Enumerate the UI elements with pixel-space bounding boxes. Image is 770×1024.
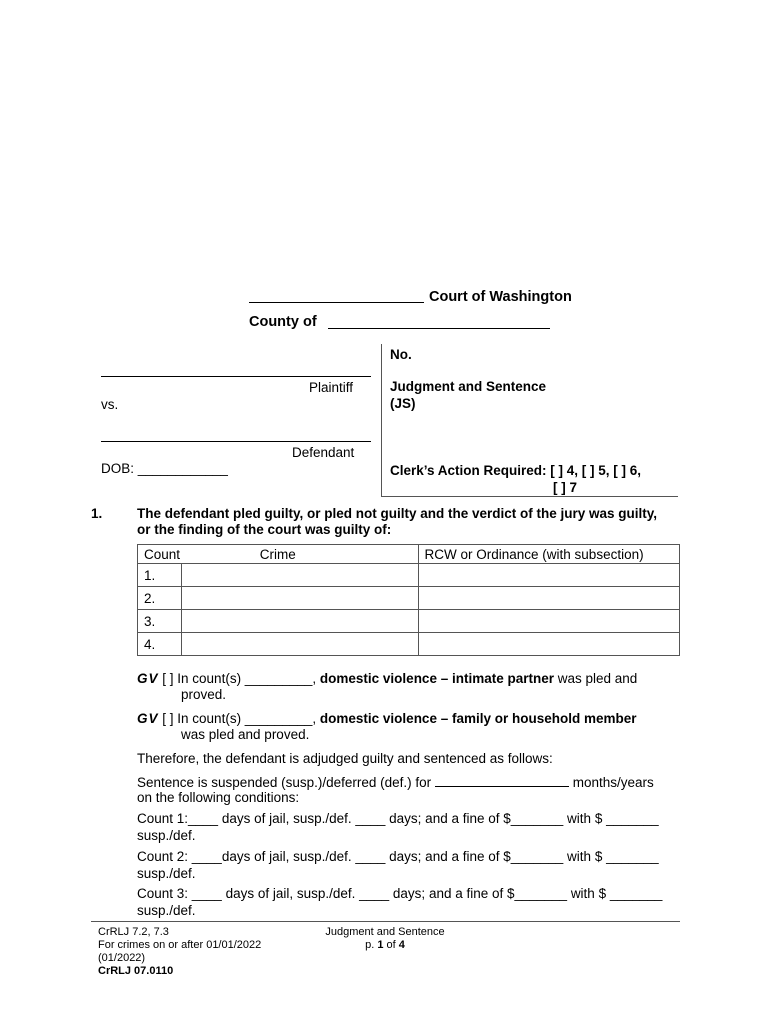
clerks-action-required[interactable]: Clerk’s Action Required: [ ] 4, [ ] 5, [ ] 6, — [390, 463, 642, 478]
counts-table — [137, 544, 680, 656]
footer-page-number — [325, 939, 445, 952]
sentence-suspended-line — [137, 773, 654, 790]
row-count: 1. — [138, 564, 182, 587]
document-title: Judgment and Sentence — [390, 379, 547, 394]
section-1-text-line2: or the finding of the court was guilty of: — [137, 522, 392, 537]
conditions-text: on the following conditions: — [137, 790, 300, 805]
count-2-sentence[interactable]: Count 2: ____days of jail, susp./def. ____ days; and a fine of $_______ with $ _______ — [137, 849, 659, 864]
footer-left — [98, 926, 261, 978]
header-crime: Crime — [259, 546, 296, 562]
footer-title: Judgment and Sentence — [325, 926, 445, 938]
clerks-action-item-7[interactable]: [ ] 7 — [553, 480, 578, 495]
document-title-abbrev: (JS) — [390, 396, 416, 411]
row-crime-cell[interactable] — [181, 564, 418, 587]
header-count: Count — [144, 546, 181, 562]
gv-family-household-line2: was pled and proved. — [181, 727, 310, 742]
page-current: 1 — [377, 939, 384, 951]
footer-form-number: CrRLJ 07.0110 — [98, 965, 174, 977]
count-1-sentence[interactable]: Count 1:____ days of jail, susp./def. ____ days; and a fine of $_______ with $ _______ — [137, 811, 659, 826]
gv-intimate-partner-line2: proved. — [181, 687, 227, 702]
row-rcw-cell[interactable] — [418, 610, 679, 633]
page-prefix: p. — [365, 939, 375, 951]
gv-mark: GV — [137, 671, 159, 686]
section-1-text-line1: The defendant pled guilty, or pled not guilty and the verdict of the jury was guilty, — [137, 506, 658, 521]
count-1-suspdef: susp./def. — [137, 828, 196, 843]
row-rcw-cell[interactable] — [418, 564, 679, 587]
plaintiff-name-line[interactable] — [101, 376, 371, 377]
gv-post-text: was pled and — [557, 671, 638, 686]
row-crime-cell[interactable] — [181, 587, 418, 610]
table-row — [138, 610, 680, 633]
table-row — [138, 633, 680, 656]
row-rcw-cell[interactable] — [418, 633, 679, 656]
table-row — [138, 587, 680, 610]
row-count: 4. — [138, 633, 182, 656]
count-3-sentence[interactable]: Count 3: ____ days of jail, susp./def. ____ days; and a fine of $_______ with $ _______ — [137, 886, 663, 901]
footer-center — [325, 926, 445, 952]
defendant-label: Defendant — [292, 445, 355, 460]
footer-rule — [91, 921, 680, 922]
suspension-term-blank[interactable] — [435, 773, 569, 787]
header-rcw: RCW or Ordinance (with subsection) — [418, 545, 679, 564]
footer-revision-date: (01/2022) — [98, 952, 146, 964]
court-of-washington: Court of Washington — [429, 289, 572, 305]
page-of: of — [386, 939, 396, 951]
footer-crimes-date: For crimes on or after 01/01/2022 — [98, 939, 262, 951]
row-crime-cell[interactable] — [181, 633, 418, 656]
row-count: 3. — [138, 610, 182, 633]
gv-family-household[interactable] — [137, 711, 637, 726]
caption-divider — [381, 344, 382, 496]
dob-field[interactable]: DOB: ____________ — [101, 461, 228, 476]
gv-intimate-partner[interactable] — [137, 671, 637, 686]
suspended-post: months/years — [572, 775, 654, 790]
table-header-row — [138, 545, 680, 564]
gv-dv-type: domestic violence – intimate partner — [319, 671, 554, 686]
caption-bottom-rule — [381, 496, 678, 497]
suspended-pre: Sentence is suspended (susp.)/deferred (def.) for — [137, 775, 432, 790]
county-of-label: County of — [249, 314, 317, 330]
header-count-crime — [138, 545, 419, 564]
row-count: 2. — [138, 587, 182, 610]
count-2-suspdef: susp./def. — [137, 866, 196, 881]
gv-mark: GV — [137, 711, 159, 726]
court-name-blank[interactable] — [249, 302, 424, 303]
defendant-name-line[interactable] — [101, 441, 371, 442]
page-total: 4 — [398, 939, 405, 951]
county-name-blank[interactable] — [328, 328, 550, 329]
table-row — [138, 564, 680, 587]
row-rcw-cell[interactable] — [418, 587, 679, 610]
footer-rule-ref: CrRLJ 7.2, 7.3 — [98, 926, 169, 938]
gv-dv-type: domestic violence – family or household member — [319, 711, 637, 726]
gv-count-blank: [ ] In count(s) _________, — [162, 671, 317, 686]
count-3-suspdef: susp./def. — [137, 903, 196, 918]
adjudged-guilty-text: Therefore, the defendant is adjudged guilty and sentenced as follows: — [137, 751, 553, 766]
gv-count-blank: [ ] In count(s) _________, — [162, 711, 317, 726]
plaintiff-label: Plaintiff — [309, 380, 354, 395]
row-crime-cell[interactable] — [181, 610, 418, 633]
section-1-number: 1. — [91, 506, 103, 521]
vs-label: vs. — [101, 397, 119, 412]
case-number-label: No. — [390, 347, 412, 362]
